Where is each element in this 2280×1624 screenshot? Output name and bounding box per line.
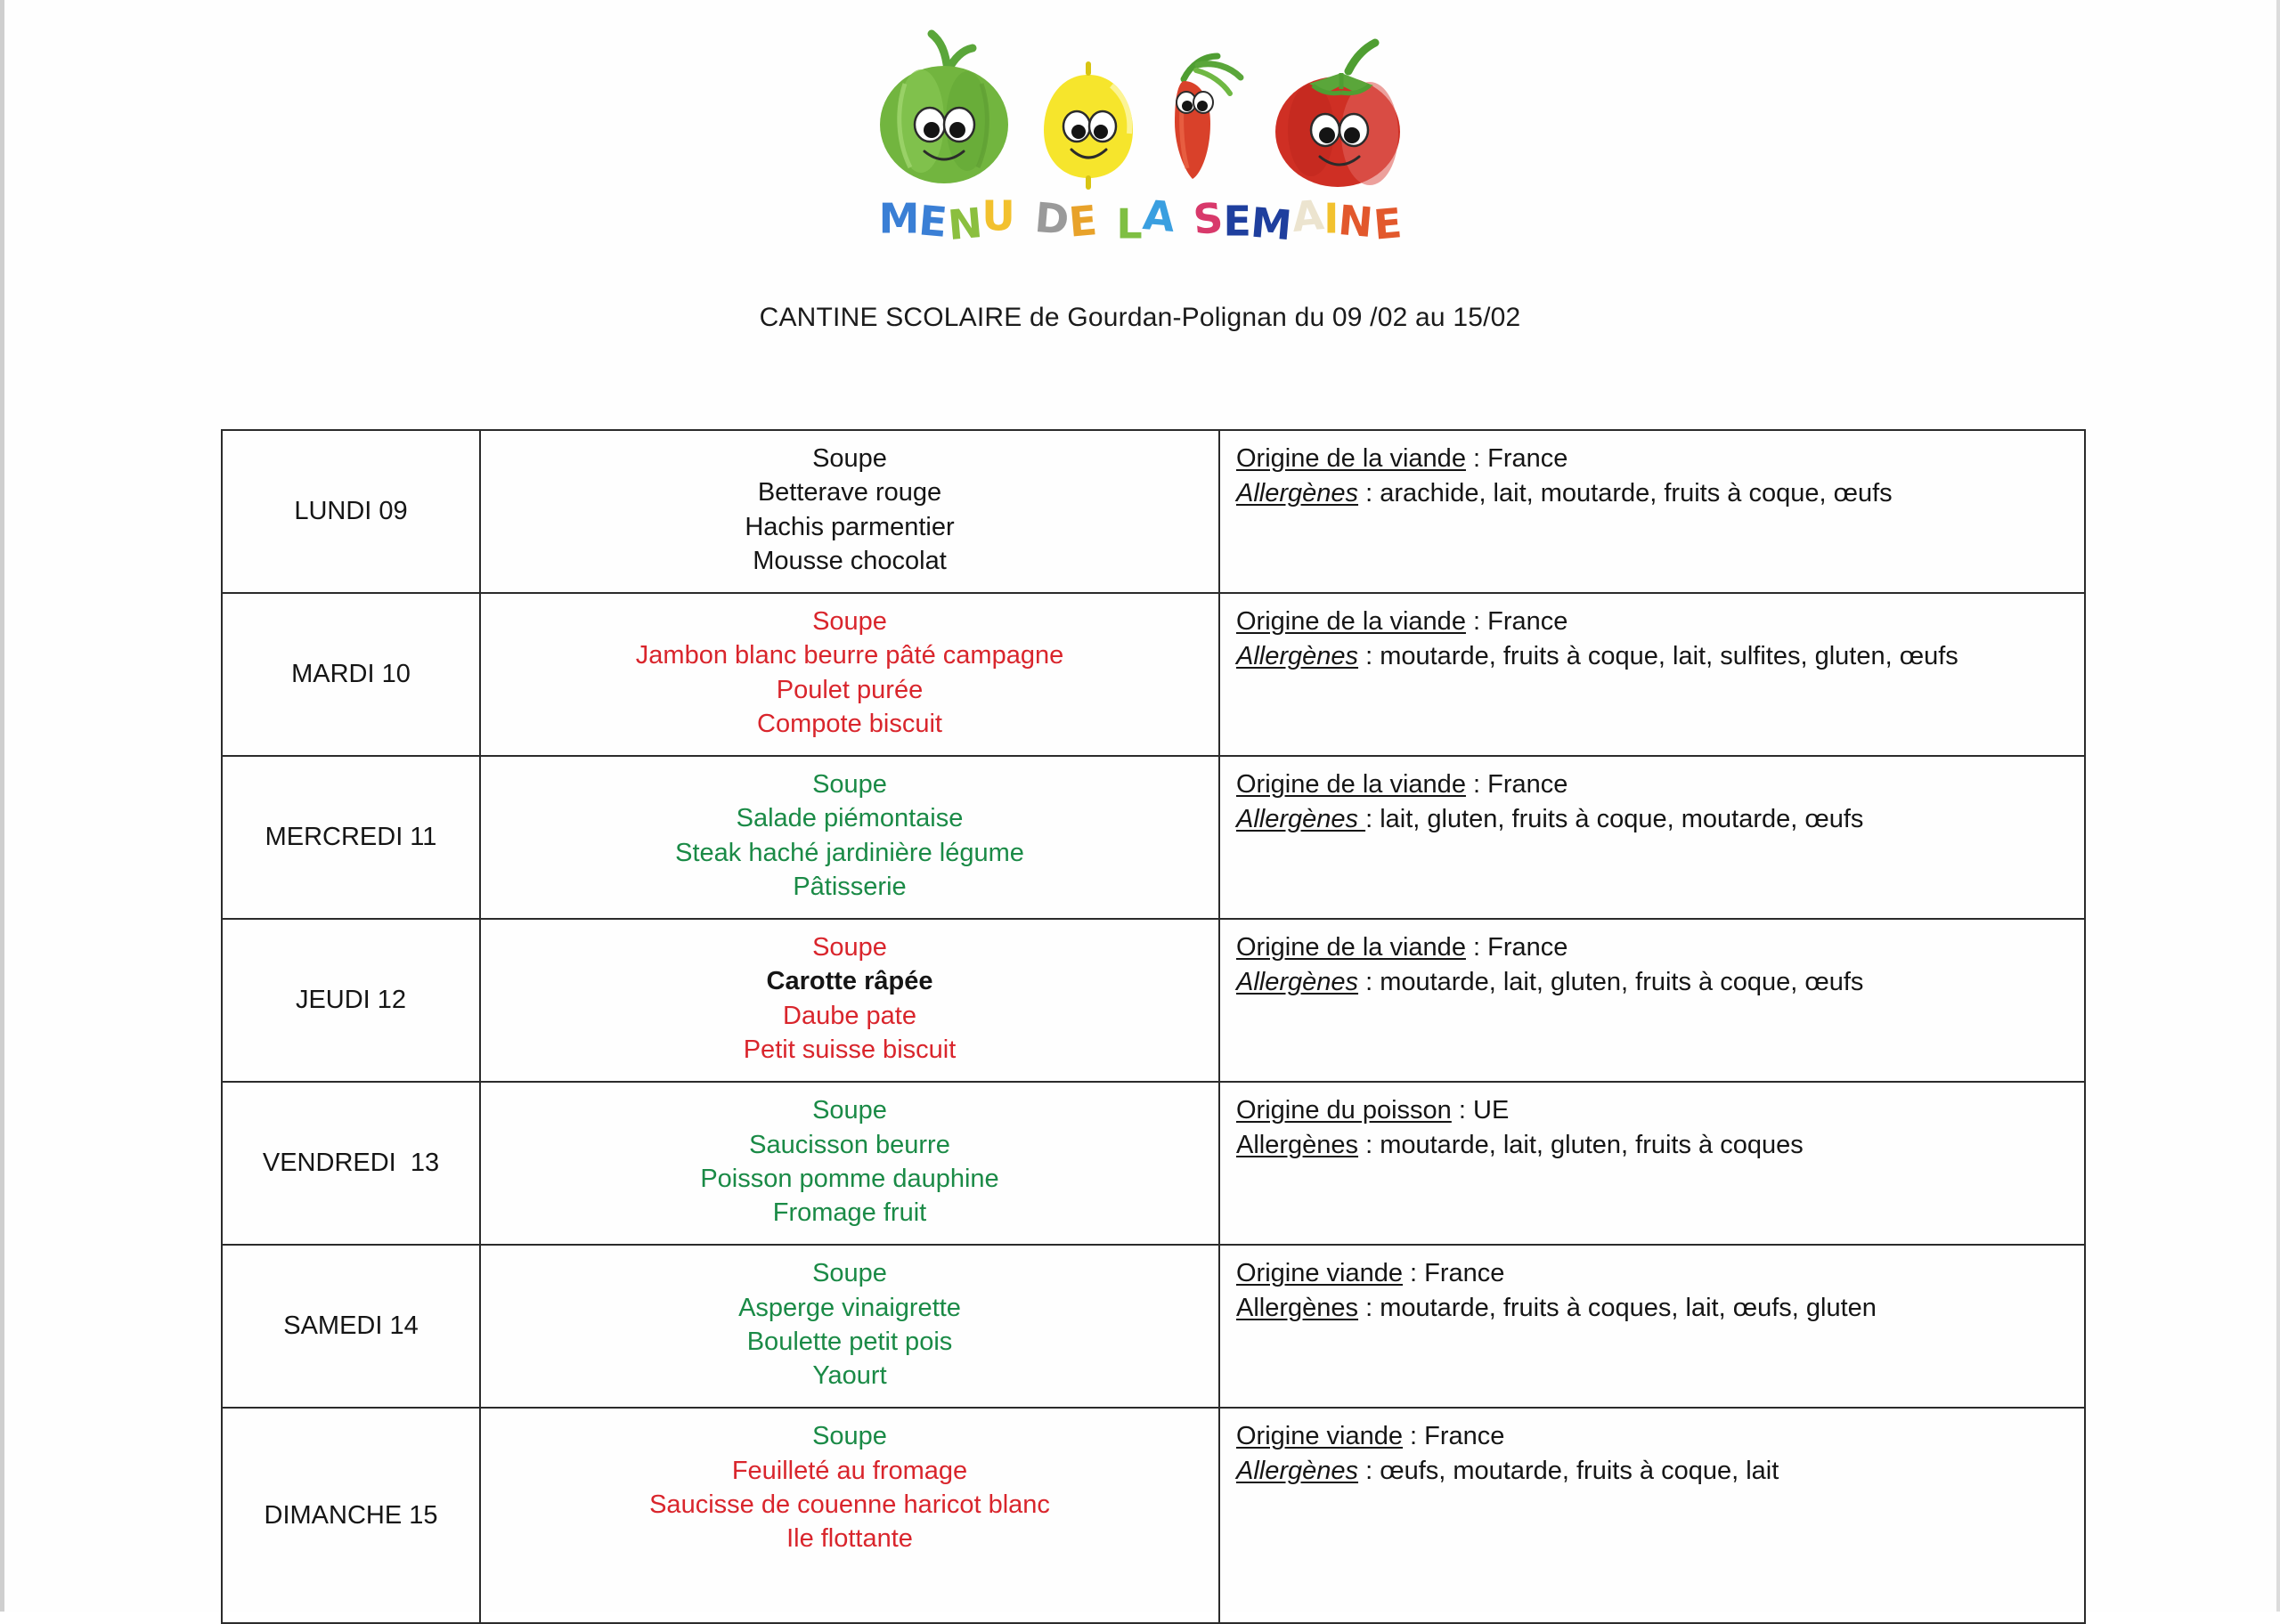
origin-label: Origine viande [1236,1422,1403,1451]
meal-line: Feuilleté au fromage [731,1456,968,1485]
wordmark-letter: E [1066,196,1099,247]
wordmark-letter: I [1323,194,1340,243]
chili-pepper-icon [1144,38,1256,194]
meal-cell [480,593,1219,756]
origin-value: : France [1465,770,1568,800]
origin-value: : France [1403,1422,1505,1451]
scan-edge-right [2276,0,2280,1612]
allergen-line [1236,802,2075,837]
meal-line: Daube pate [783,1001,916,1030]
allergen-value: : moutarde, fruits à coque, lait, sulfites, gluten, œufs [1358,641,1958,670]
allergen-value: : arachide, lait, moutarde, fruits à coque, œufs [1358,478,1893,508]
day-label: SAMEDI 14 [283,1311,419,1341]
allergens-cell [1219,593,2085,756]
meal-line: Steak haché jardinière légume [675,838,1024,867]
meal-cell [480,919,1219,1082]
wordmark-letter: N [1336,195,1376,248]
wordmark-letter: E [1223,197,1251,246]
origin-value: : France [1465,933,1568,962]
wordmark-letter: E [1371,199,1405,249]
allergen-label: Allergènes [1236,804,1366,833]
allergens-cell [1219,430,2085,593]
meal-line: Carotte râpée [766,967,933,996]
allergen-line [1236,1128,2075,1163]
meal-cell [480,1082,1219,1245]
wordmark-letter: M [878,194,920,243]
meal-line: Mousse chocolat [753,546,947,575]
meal-cell [480,1245,1219,1408]
allergen-line [1236,639,2075,674]
meal-line: Soupe [812,933,887,962]
wordmark-letter: N [946,198,985,250]
day-cell [222,1408,480,1623]
allergens-info [1220,431,2084,524]
origin-line [1236,442,2075,476]
origin-label: Origine de la viande [1236,770,1466,800]
meal-line: Ile flottante [786,1524,913,1554]
meal-line: Jambon blanc beurre pâté campagne [635,641,1064,670]
origin-label: Origine de la viande [1236,933,1466,962]
day-cell [222,756,480,919]
table-row [222,1082,2085,1245]
meal-line: Saucisson beurre [749,1130,950,1159]
table-row [222,1408,2085,1623]
meal-line: Compote biscuit [757,709,942,738]
allergen-label: Allergènes [1236,478,1359,508]
allergens-cell [1219,919,2085,1082]
allergens-info [1220,757,2084,850]
origin-value: : France [1465,444,1568,473]
day-label: MERCREDI 11 [265,823,437,852]
meal-line: Boulette petit pois [746,1327,953,1356]
allergen-line [1236,965,2075,1000]
menu-logo [0,25,2280,250]
allergen-value: : moutarde, lait, gluten, fruits à coques [1358,1130,1804,1159]
origin-line [1236,1256,2075,1291]
meal-list [481,1246,1218,1407]
wordmark-letter: U [981,191,1015,240]
meal-line: Soupe [812,1259,887,1288]
meal-list [481,920,1218,1081]
meal-line: Soupe [812,1096,887,1125]
day-label: JEUDI 12 [295,986,407,1015]
origin-line [1236,930,2075,965]
meal-cell [480,756,1219,919]
lemon-icon [1033,52,1144,194]
allergen-value: : lait, gluten, fruits à coque, moutarde, œufs [1365,804,1864,833]
allergen-label: Allergènes [1236,1130,1359,1159]
allergen-line [1236,1291,2075,1326]
meal-line: Salade piémontaise [736,804,964,833]
wordmark-letter: L [1116,199,1143,248]
allergen-line [1236,476,2075,511]
wordmark-letter: D [1032,192,1071,245]
meal-line: Asperge vinaigrette [738,1293,961,1322]
meal-line: Pâtisserie [793,872,907,901]
meal-line: Soupe [812,770,887,800]
allergen-label: Allergènes [1236,1456,1359,1485]
origin-label: Origine de la viande [1236,607,1466,637]
day-label: MARDI 10 [291,660,411,689]
meal-line: Betterave rouge [757,478,942,508]
allergen-value: : moutarde, lait, gluten, fruits à coque, œufs [1358,967,1864,996]
allergen-label: Allergènes [1236,1293,1359,1322]
allergens-cell [1219,1082,2085,1245]
meal-line: Soupe [812,444,887,473]
allergen-value: : œufs, moutarde, fruits à coque, lait [1358,1456,1779,1485]
origin-label: Origine du poisson [1236,1096,1452,1125]
meal-line: Saucisse de couenne haricot blanc [649,1490,1050,1519]
meal-line: Poulet purée [776,675,924,704]
meal-cell [480,430,1219,593]
allergens-cell [1219,756,2085,919]
meal-line: Poisson pomme dauphine [700,1164,999,1193]
day-cell [222,919,480,1082]
wordmark-letter: M [1249,198,1294,250]
meal-list [481,757,1218,918]
allergens-cell [1219,1245,2085,1408]
origin-value: : UE [1451,1096,1510,1125]
page-title: CANTINE SCOLAIRE de Gourdan-Polignan du 09 /02 au 15/02 [759,303,1521,332]
allergens-info [1220,1083,2084,1176]
meal-line: Hachis parmentier [745,512,955,541]
table-row [222,919,2085,1082]
allergen-line [1236,1454,2075,1489]
wordmark-letter: A [1140,191,1177,241]
origin-line [1236,1093,2075,1128]
day-cell [222,593,480,756]
table-row [222,1245,2085,1408]
menu-table-container [221,429,2084,1624]
green-pepper-icon [855,25,1033,194]
allergens-info [1220,1409,2084,1502]
meal-cell [480,1408,1219,1623]
origin-value: : France [1403,1259,1505,1288]
allergen-value: : moutarde, fruits à coques, lait, œufs, gluten [1358,1293,1877,1322]
weekly-menu-table [221,429,2086,1624]
table-row [222,756,2085,919]
allergens-info [1220,920,2084,1013]
day-label: VENDREDI 13 [262,1149,440,1178]
origin-line [1236,605,2075,639]
day-cell [222,1245,480,1408]
meal-list [481,431,1218,592]
menu-table-body [222,430,2085,1623]
meal-line: Soupe [812,607,887,637]
meal-line: Fromage fruit [772,1198,927,1228]
meal-list [481,1409,1218,1570]
scan-edge-left [0,0,4,1612]
meal-line: Soupe [812,1422,887,1451]
tomato-icon [1256,34,1425,194]
logo-vegetables [855,25,1425,194]
origin-line [1236,767,2075,802]
origin-value: : France [1465,607,1568,637]
day-label: DIMANCHE 15 [264,1500,438,1530]
day-label: LUNDI 09 [294,497,408,526]
table-row [222,430,2085,593]
allergens-info [1220,1246,2084,1339]
day-cell [222,1082,480,1245]
meal-line: Petit suisse biscuit [743,1035,957,1064]
allergens-info [1220,594,2084,687]
table-row [222,593,2085,756]
allergens-cell [1219,1408,2085,1623]
day-cell [222,430,480,593]
origin-line [1236,1419,2075,1454]
wordmark-letter: A [1289,191,1326,241]
wordmark-letter: S [1191,193,1226,244]
meal-list [481,1083,1218,1244]
origin-label: Origine viande [1236,1259,1403,1288]
origin-label: Origine de la viande [1236,444,1466,473]
allergen-label: Allergènes [1236,641,1359,670]
allergen-label: Allergènes [1236,967,1359,996]
meal-line: Yaourt [812,1361,887,1391]
meal-list [481,594,1218,755]
wordmark-letter: E [917,196,950,247]
